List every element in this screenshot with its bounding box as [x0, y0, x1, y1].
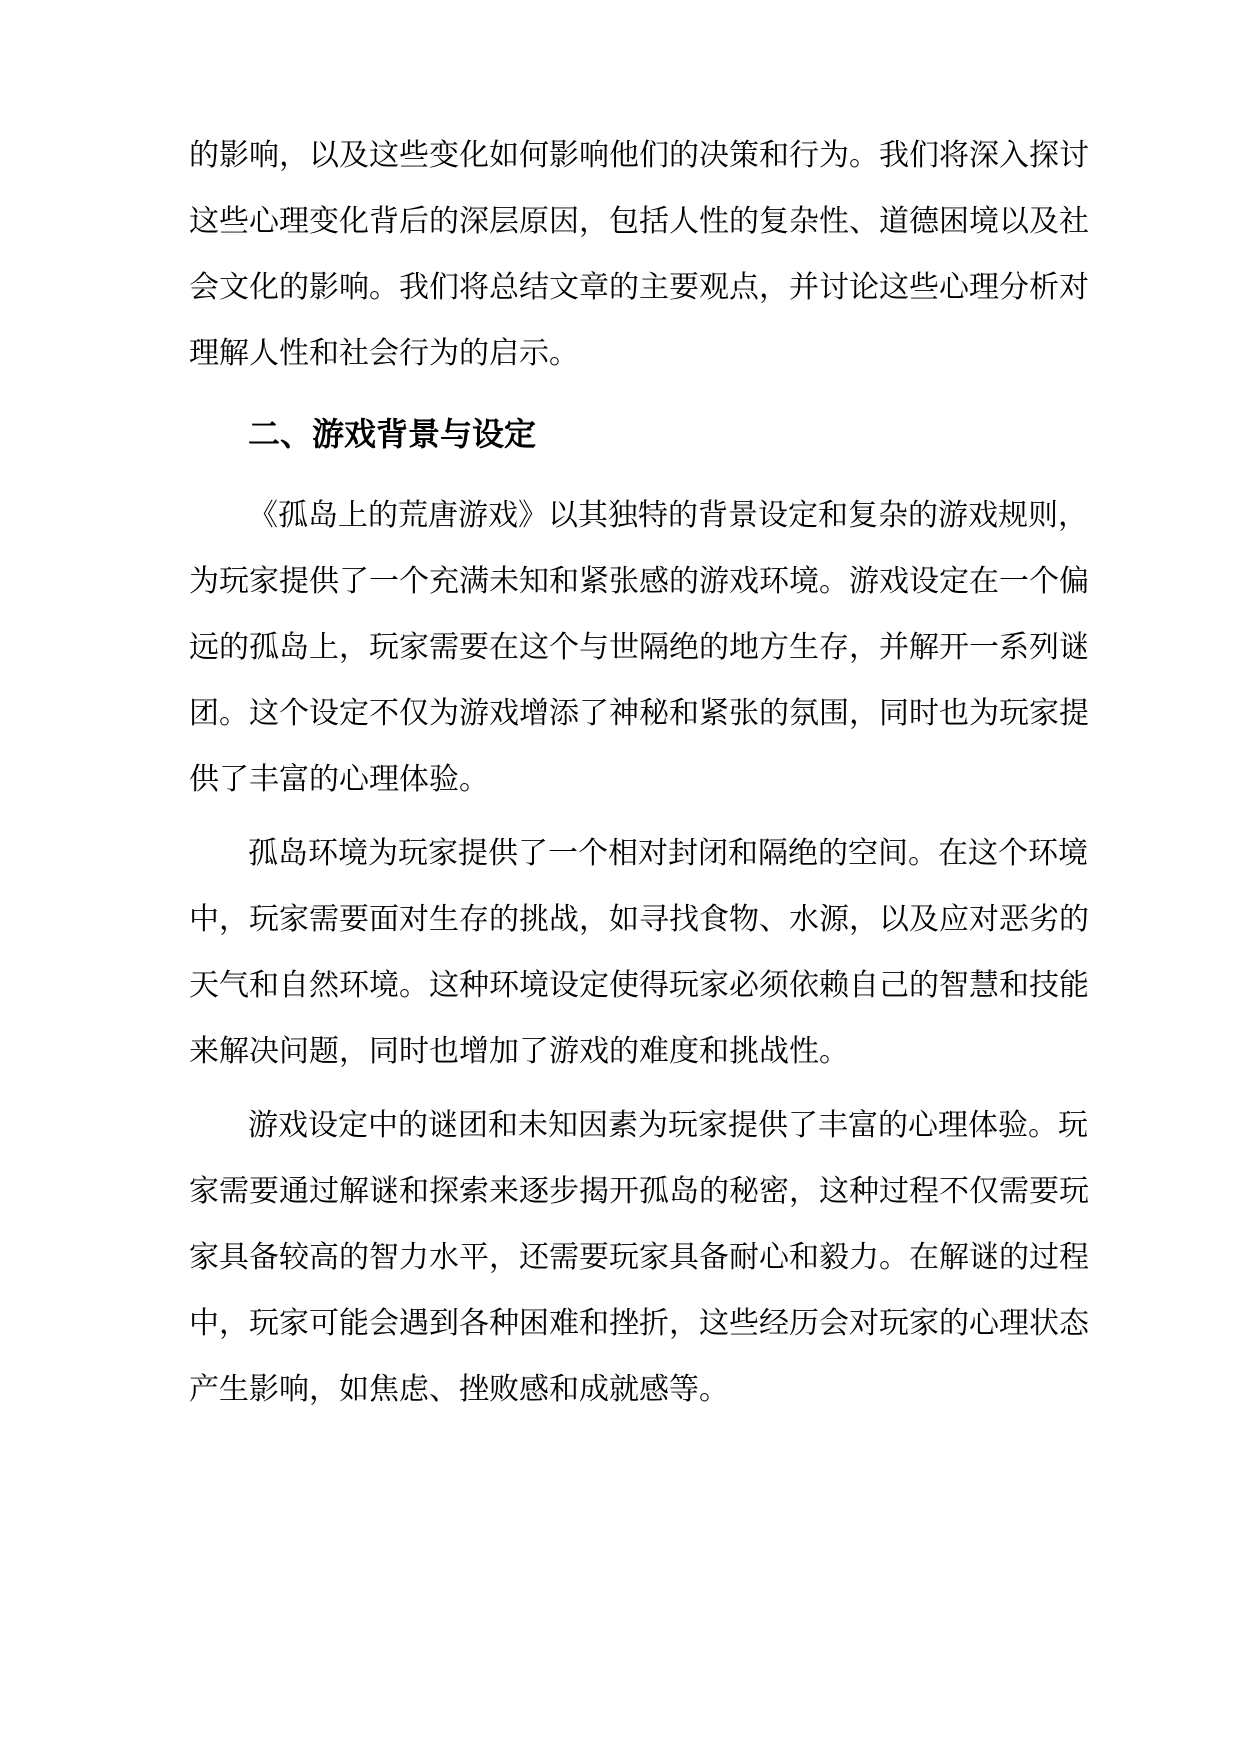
paragraph-1-line-2: 这些心理变化背后的深层原因，包括人性的复杂性、道德困境以及社 [189, 204, 1089, 239]
paragraph-2-line-2: 为玩家提供了一个充满未知和紧张感的游戏环境。游戏设定在一个偏 [189, 564, 1089, 599]
paragraph-3-line-2: 中，玩家需要面对生存的挑战，如寻找食物、水源，以及应对恶劣的 [189, 902, 1089, 937]
paragraph-4-line-3: 家具备较高的智力水平，还需要玩家具备耐心和毅力。在解谜的过程 [189, 1240, 1089, 1275]
paragraph-4-line-5: 产生影响，如焦虑、挫败感和成就感等。 [189, 1372, 729, 1407]
paragraph-4-line-4: 中，玩家可能会遇到各种困难和挫折，这些经历会对玩家的心理状态 [189, 1306, 1089, 1341]
paragraph-3-line-1: 孤岛环境为玩家提供了一个相对封闭和隔绝的空间。在这个环境 [248, 836, 1088, 871]
paragraph-1-line-3: 会文化的影响。我们将总结文章的主要观点，并讨论这些心理分析对 [189, 270, 1089, 305]
paragraph-3-line-3: 天气和自然环境。这种环境设定使得玩家必须依赖自己的智慧和技能 [189, 968, 1089, 1003]
paragraph-2-line-5: 供了丰富的心理体验。 [189, 762, 489, 797]
paragraph-2-line-1: 《孤岛上的荒唐游戏》以其独特的背景设定和复杂的游戏规则， [248, 498, 1088, 533]
paragraph-4-line-2: 家需要通过解谜和探索来逐步揭开孤岛的秘密，这种过程不仅需要玩 [189, 1174, 1089, 1209]
paragraph-3-line-4: 来解决问题，同时也增加了游戏的难度和挑战性。 [189, 1034, 849, 1069]
paragraph-4-line-1: 游戏设定中的谜团和未知因素为玩家提供了丰富的心理体验。玩 [248, 1108, 1088, 1143]
paragraph-2-line-4: 团。这个设定不仅为游戏增添了神秘和紧张的氛围，同时也为玩家提 [189, 696, 1089, 731]
paragraph-2-line-3: 远的孤岛上，玩家需要在这个与世隔绝的地方生存，并解开一系列谜 [189, 630, 1089, 665]
paragraph-1-line-1: 的影响，以及这些变化如何影响他们的决策和行为。我们将深入探讨 [189, 138, 1089, 173]
paragraph-1-line-4: 理解人性和社会行为的启示。 [189, 336, 579, 371]
section-heading: 二、游戏背景与设定 [248, 415, 537, 453]
